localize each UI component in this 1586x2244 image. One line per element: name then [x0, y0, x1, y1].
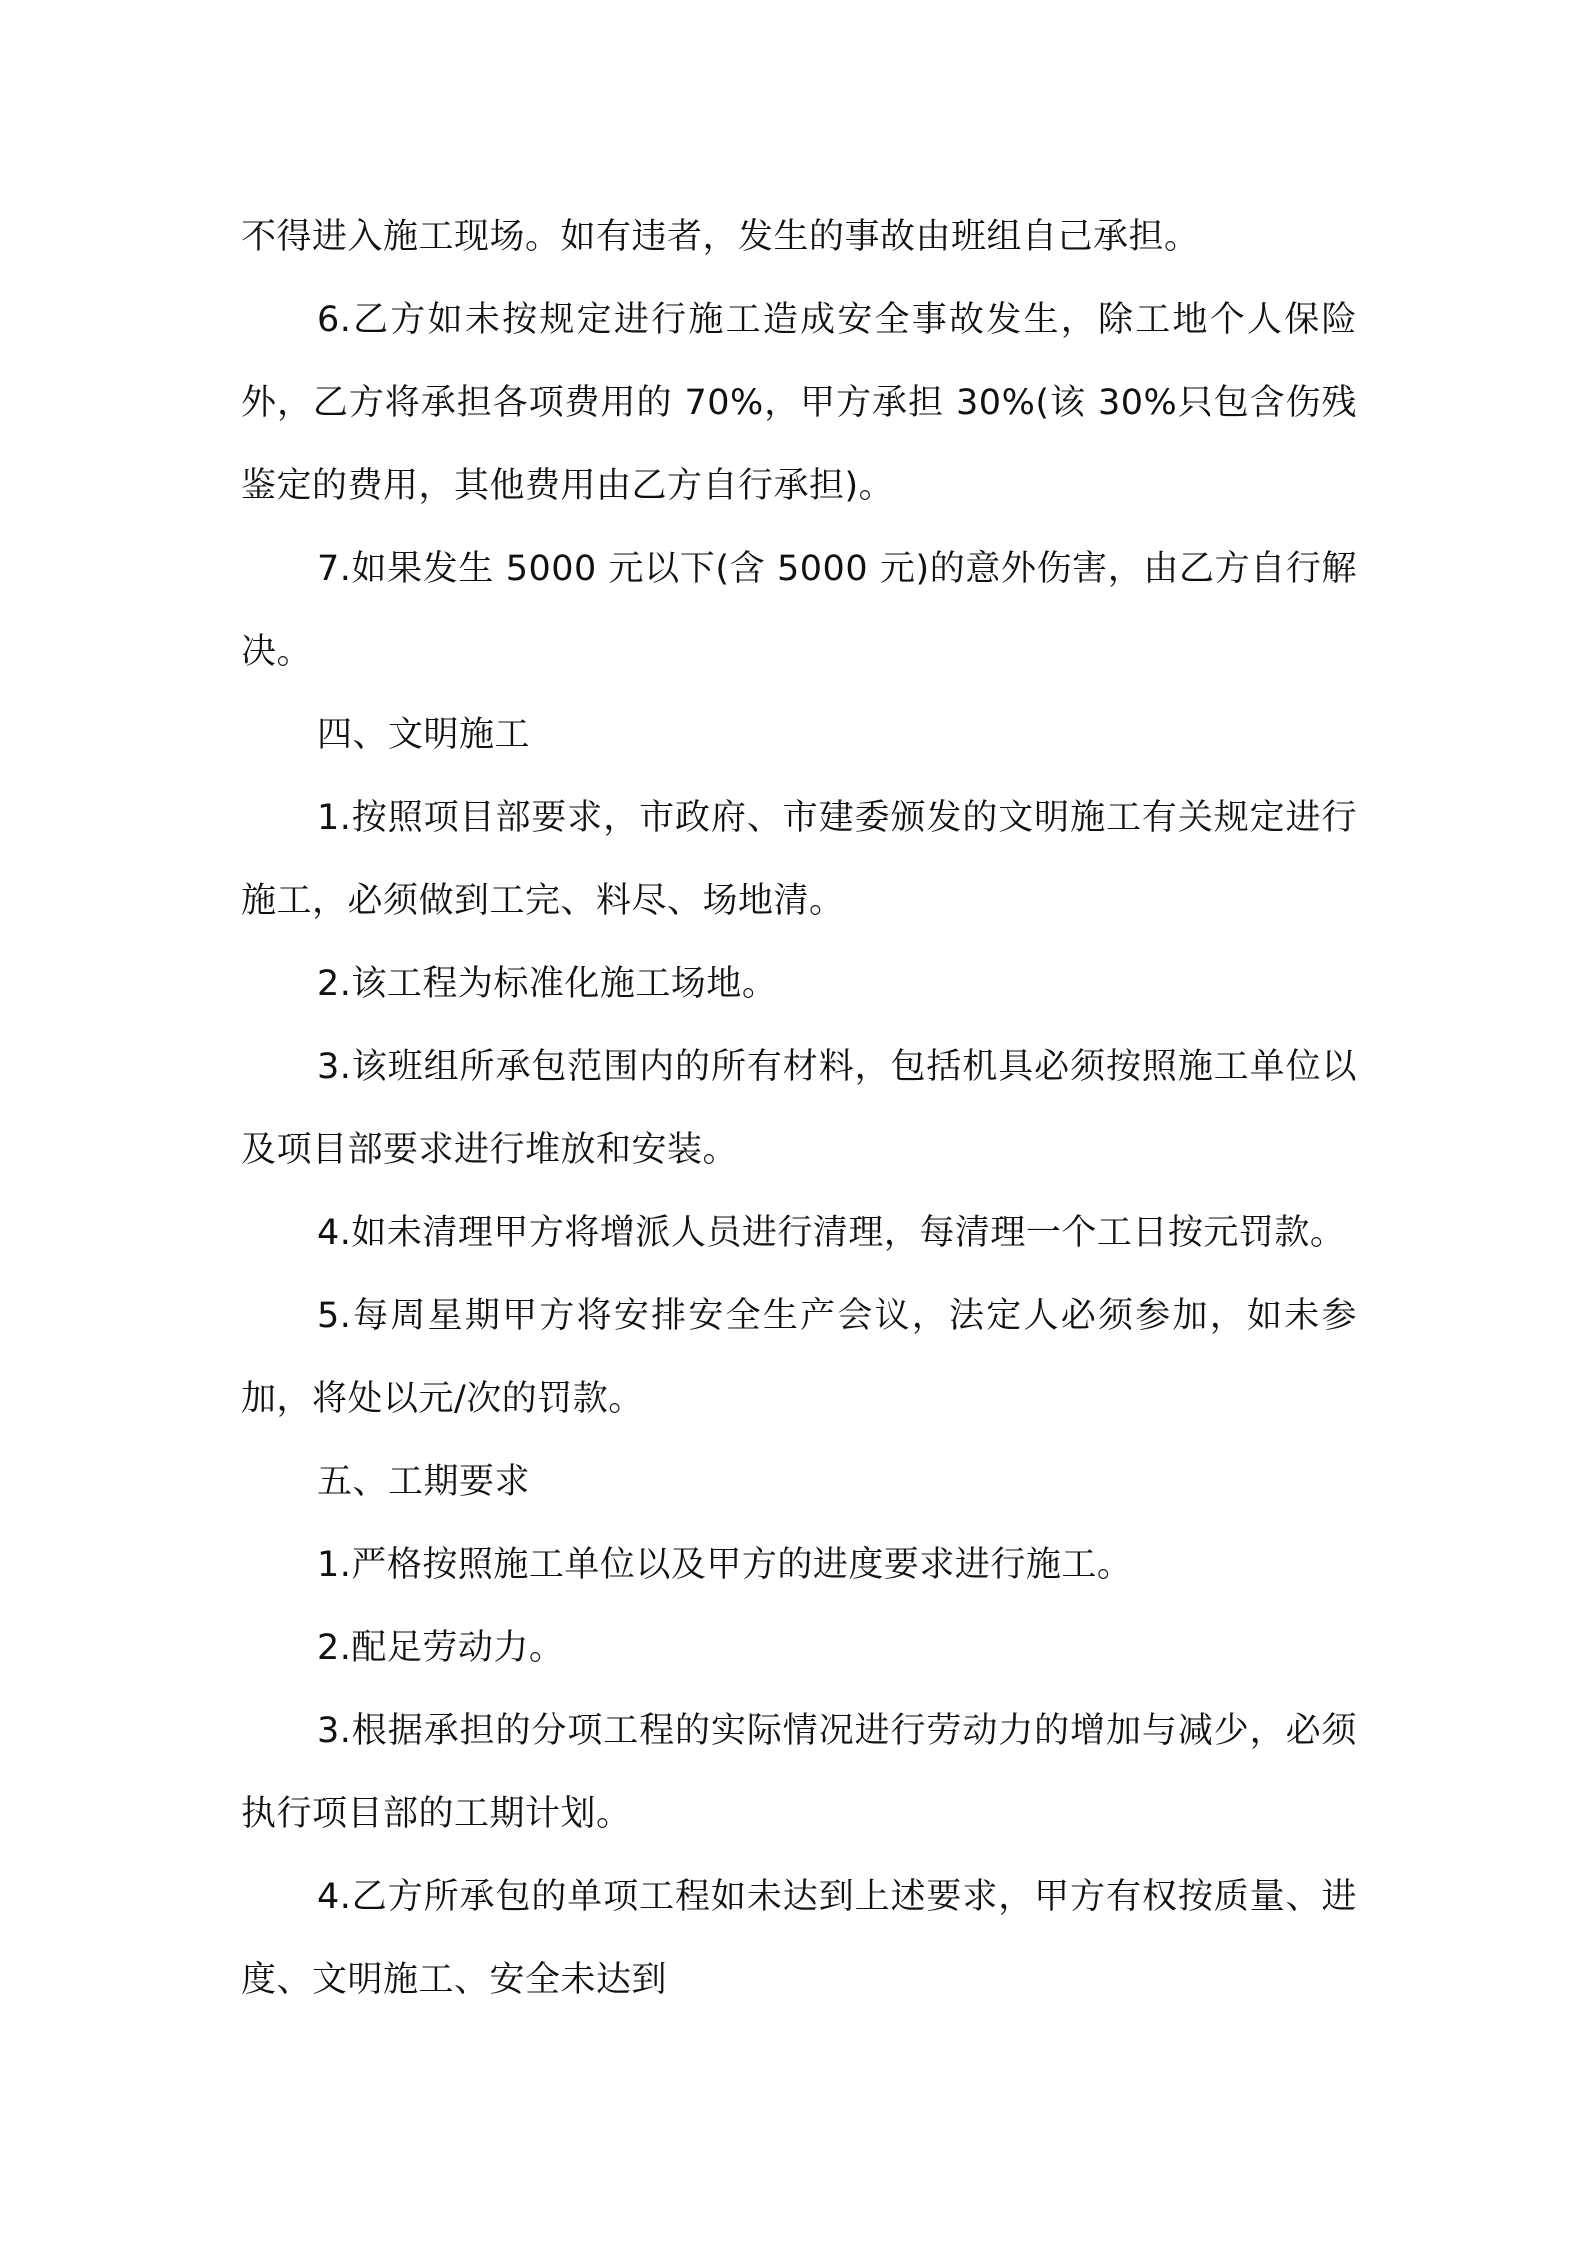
- paragraph-schedule-item-1: 1.严格按照施工单位以及甲方的进度要求进行施工。: [317, 1545, 1133, 1585]
- paragraph-schedule-item-4: 4.乙方所承包的单项工程如未达到上述要求，甲方有权按质量、进度、文明施工、安全未达到: [241, 1877, 1357, 2000]
- paragraph-safety-item-6: 6.乙方如未按规定进行施工造成安全事故发生，除工地个人保险外，乙方将承担各项费用的 70%，甲方承担 30%(该 30%只包含伤残鉴定的费用，其他费用由乙方自行承担)。: [241, 300, 1357, 506]
- paragraph-continuation: 不得进入施工现场。如有违者，发生的事故由班组自己承担。: [241, 217, 1200, 257]
- paragraph-civil-item-3: 3.该班组所承包范围内的所有材料，包括机具必须按照施工单位以及项目部要求进行堆放和安装。: [241, 1047, 1357, 1170]
- document-body: [241, 196, 1357, 2022]
- paragraph-schedule-item-3: 3.根据承担的分项工程的实际情况进行劳动力的增加与减少，必须执行项目部的工期计划。: [241, 1711, 1357, 1834]
- section-heading-civilized-construction: 四、文明施工: [317, 715, 531, 755]
- paragraph-civil-item-4: 4.如未清理甲方将增派人员进行清理，每清理一个工日按元罚款。: [317, 1213, 1346, 1253]
- paragraph-civil-item-2: 2.该工程为标准化施工场地。: [317, 964, 778, 1004]
- paragraph-schedule-item-2: 2.配足劳动力。: [317, 1628, 565, 1668]
- paragraph-civil-item-1: 1.按照项目部要求，市政府、市建委颁发的文明施工有关规定进行施工，必须做到工完、料尽、场地清。: [241, 798, 1357, 921]
- paragraph-civil-item-5: 5.每周星期甲方将安排安全生产会议，法定人必须参加，如未参加，将处以元/次的罚款。: [241, 1296, 1357, 1419]
- section-heading-schedule-requirements: 五、工期要求: [317, 1462, 531, 1502]
- paragraph-safety-item-7: 7.如果发生 5000 元以下(含 5000 元)的意外伤害，由乙方自行解决。: [241, 549, 1357, 672]
